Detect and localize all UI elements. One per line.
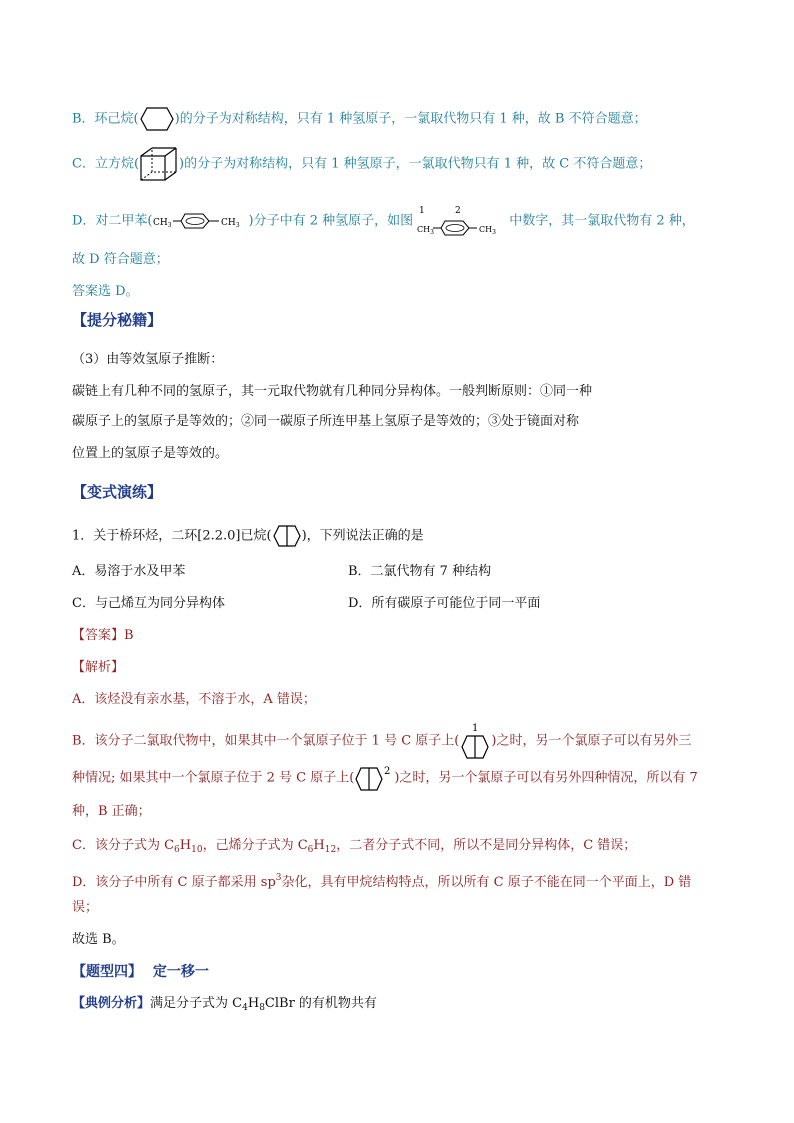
option-a[interactable]: A．易溶于水及甲苯: [72, 564, 186, 579]
bicyclohexane-structure: [272, 524, 302, 548]
tip-heading: 【提分秘籍】: [72, 311, 163, 329]
position-2-label: 2: [384, 766, 391, 777]
option-d-line: D．对二甲苯( $CH_3$ $CH_3$ )分子中有 2 种氢原子，如图 1 2 $CH_3$ $CH_3$ 中数字，其一氯取代物有 2 种，: [72, 206, 695, 236]
analysis-c: C．该分子式为 $C_6H_{10}$，己烯分子式为 $C_6H_{12}$，二者分子式不同，所以不是同分异构体，C 错误；: [72, 838, 637, 855]
analysis-b-line-3: 种，B 正确；: [72, 804, 151, 819]
tip-line-3: 碳原子上的氢原子是等效的；②同一碳原子所连甲基上氢原子是等效的；③处于镜面对称: [72, 414, 580, 429]
option-d[interactable]: D．所有碳原子可能位于同一平面: [348, 596, 541, 611]
option-c-line: C．立方烷( )的分子为对称结构，只有 1 种氢原子，一氯取代物只有 1 种，故 C 不符合题意；: [72, 146, 651, 182]
ch3-num-left-label: $CH_3$: [417, 225, 435, 236]
tip-line-2: 碳链上有几种不同的氢原子，其一元取代物就有几种同分异构体。一般判断原则：①同一种: [72, 384, 593, 399]
option-b[interactable]: B．二氯代物有 7 种结构: [348, 564, 492, 579]
label-2: 2: [455, 206, 461, 216]
tip-line-4: 位置上的氢原子是等效的。: [72, 446, 229, 461]
cyclohexane-structure: [139, 106, 175, 132]
option-c[interactable]: C．与己烯互为同分异构体: [72, 596, 225, 611]
ch3-right-label: $CH_3$: [220, 218, 240, 229]
tip-line-1: （3）由等效氢原子推断：: [72, 352, 224, 367]
type4-heading: 【题型四】 定一移一: [72, 964, 209, 980]
analysis-b-line-2: 种情况; 如果其中一个氯原子位于 2 号 C 原子上( 2 )之时，另一个氯原子可以有另外四种情况，所以有 7: [72, 764, 698, 792]
option-b-line: B．环己烷( )的分子为对称结构，只有 1 种氢原子，一氯取代物只有 1 种，故 B 不符合题意；: [72, 106, 647, 132]
answer-line: 答案选 D。: [72, 284, 139, 299]
analysis-d-continued: 误；: [72, 900, 99, 915]
p-xylene-structure: [153, 210, 249, 232]
cubane-structure: [139, 146, 179, 182]
analysis-label: 【解析】: [72, 660, 125, 675]
question-1: 1．关于桥环烃，二环[2.2.0]已烷( )，下列说法正确的是: [72, 524, 424, 548]
final-choice: 故选 B。: [72, 932, 125, 947]
bicyclohexane-position-2-structure: [354, 764, 394, 792]
position-1-label: 1: [472, 723, 479, 734]
label-1: 1: [419, 206, 425, 216]
bicyclohexane-position-1-structure: [459, 722, 491, 760]
example-analysis-line: 【典例分析】满足分子式为 $C_4H_8ClBr$ 的有机物共有: [72, 996, 377, 1013]
analysis-d: D．该分子中所有 C 原子都采用 $sp^3$杂化，具有甲烷结构特点，所以所有 C 原子不能在同一个平面上，D 错: [72, 873, 692, 890]
option-d-continued: 故 D 符合题意；: [72, 252, 169, 267]
options-row-1: [72, 562, 185, 582]
variant-heading: 【变式演练】: [72, 483, 163, 501]
analysis-a: A．该烃没有亲水基，不溶于水，A 错误；: [72, 692, 316, 707]
p-xylene-numbered-structure: [417, 204, 509, 238]
ch3-num-right-label: $CH_3$: [479, 225, 497, 236]
ch3-left-label: $CH_3$: [152, 218, 172, 229]
analysis-b-line-1: B．该分子二氯取代物中，如果其中一个氯原子位于 1 号 C 原子上( 1 )之时，另一个氯原子可以有另外三: [72, 722, 691, 760]
answer-label: 【答案】B: [72, 628, 134, 643]
